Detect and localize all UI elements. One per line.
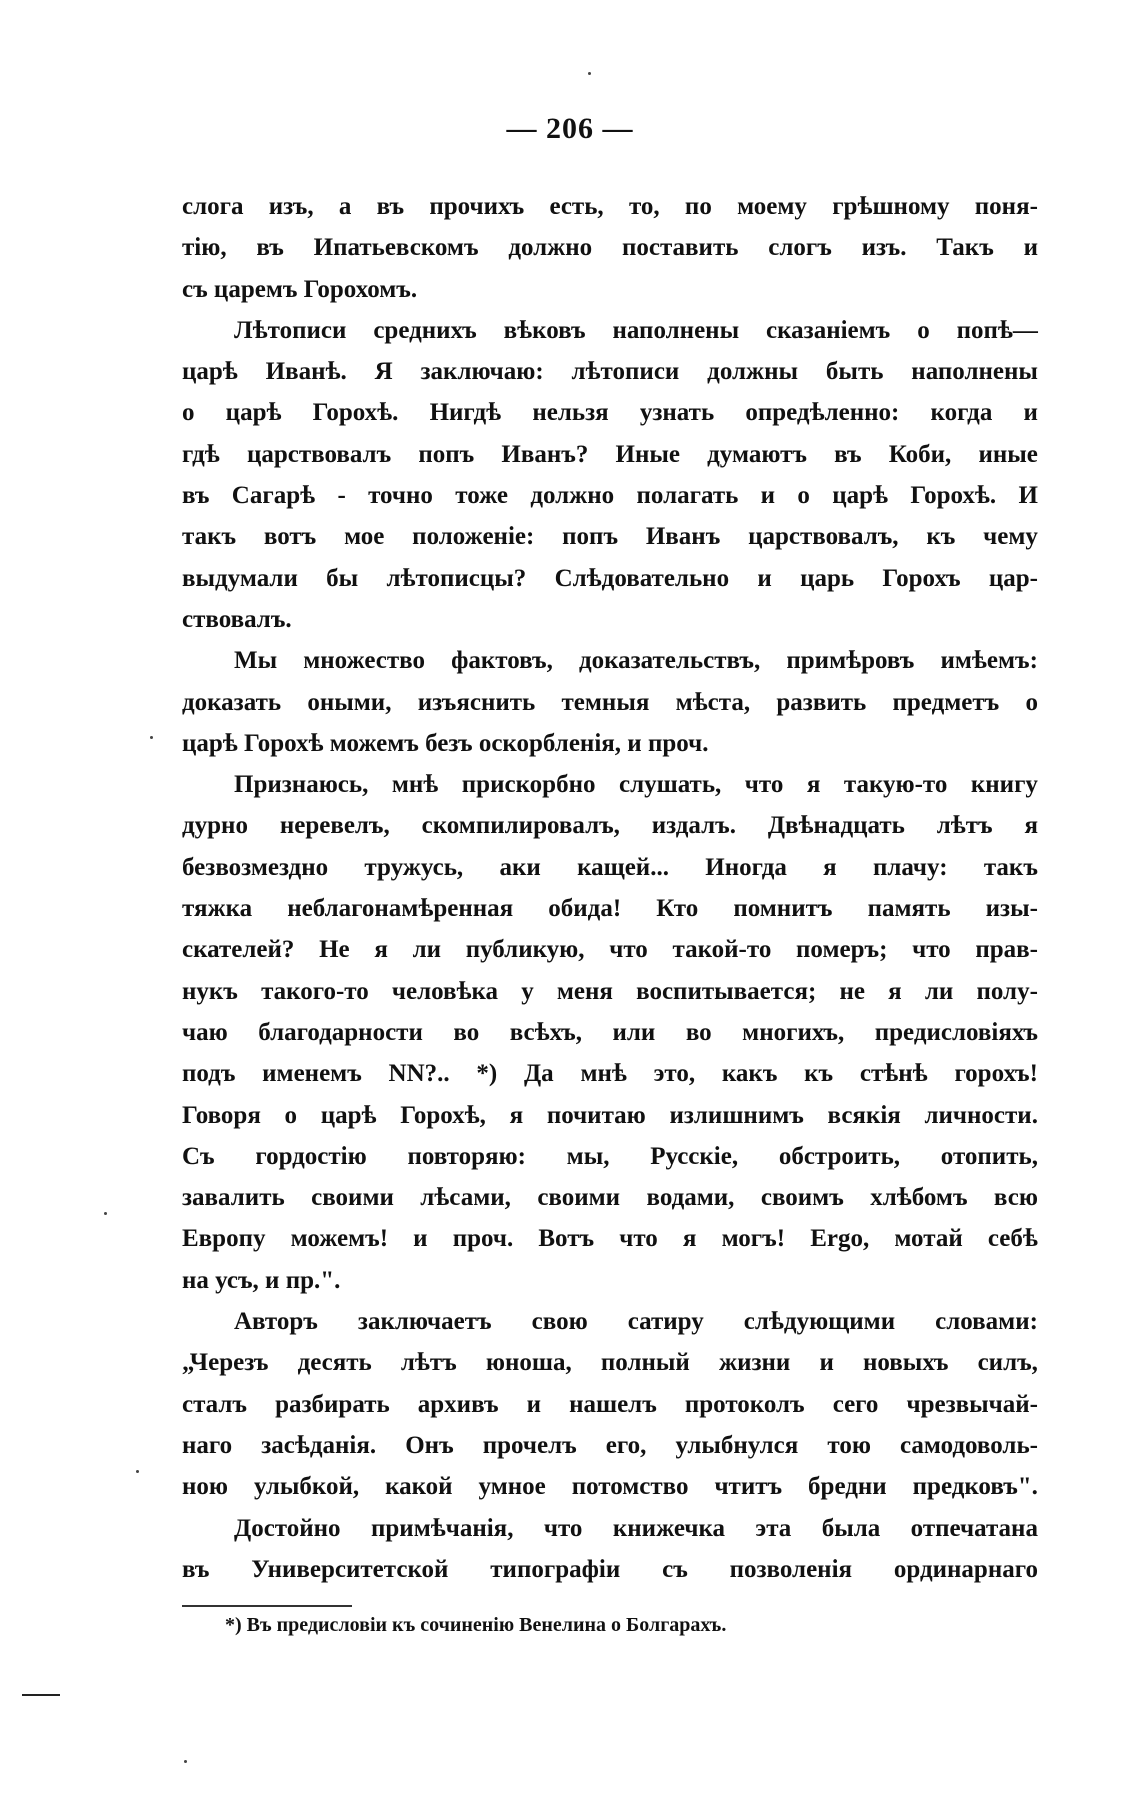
text-line: Мы множество фактовъ, доказательствъ, примѣровъ имѣемъ: (234, 647, 1038, 675)
speck-mark (184, 1760, 187, 1763)
footnote: *) Въ предисловіи къ сочиненію Венелина о Болгарахъ. (225, 1614, 727, 1636)
text-line: наго засѣданія. Онъ прочелъ его, улыбнулся тою самодоволь- (182, 1431, 1038, 1459)
speck-mark (588, 72, 591, 75)
footnote-rule (182, 1605, 352, 1607)
text-line: царѣ Иванѣ. Я заключаю: лѣтописи должны быть наполнены (182, 358, 1038, 386)
text-line: Признаюсь, мнѣ прискорбно слушать, что я такую-то книгу (234, 771, 1038, 799)
text-line: нукъ такого-то человѣка у меня воспитывается; не я ли полу- (182, 977, 1038, 1005)
text-line: завалить своими лѣсами, своими водами, своимъ хлѣбомъ всю (182, 1184, 1038, 1212)
text-line: въ Сагарѣ - точно тоже должно полагать и о царѣ Горохѣ. И (182, 482, 1038, 510)
text-line: доказать оными, изъяснить темныя мѣста, развить предметъ о (182, 688, 1038, 716)
page-number: — 206 — (506, 112, 634, 145)
text-line: выдумали бы лѣтописцы? Слѣдовательно и царь Горохъ цар- (182, 564, 1038, 592)
text-line: ною улыбкой, какой умное потомство чтитъ бредни предковъ". (182, 1473, 1038, 1501)
body-text (182, 186, 1038, 1590)
text-line: скателей? Не я ли публикую, что такой-то померъ; что прав- (182, 936, 1038, 964)
text-line: подъ именемъ NN?.. *) Да мнѣ это, какъ къ стѣнѣ горохъ! (182, 1060, 1038, 1088)
text-line: Достойно примѣчанія, что книжечка эта была отпечатана (234, 1514, 1038, 1542)
text-line: слога изъ, а въ прочихъ есть, то, по моему грѣшному поня- (182, 193, 1038, 220)
margin-mark (22, 1694, 60, 1696)
text-line: дурно неревелъ, скомпилировалъ, издалъ. Двѣнадцать лѣтъ я (182, 812, 1038, 840)
text-line: Говоря о царѣ Горохѣ, я почитаю излишнимъ всякія личности. (182, 1101, 1038, 1129)
text-line: такъ вотъ мое положеніе: попъ Иванъ царствовалъ, къ чему (182, 523, 1038, 551)
text-line: гдѣ царствовалъ попъ Иванъ? Иные думаютъ въ Коби, иные (182, 440, 1038, 468)
speck-mark (150, 736, 153, 739)
text-line: тію, въ Ипатьевскомъ должно поставить слогъ изъ. Такъ и (182, 234, 1038, 262)
text-line: безвозмездно тружусь, аки кащей... Иногда я плачу: такъ (182, 853, 1038, 881)
text-line: на усъ, и пр.". (182, 1266, 341, 1294)
text-line: „Черезъ десять лѣтъ юноша, полный жизни и новыхъ силъ, (182, 1349, 1038, 1377)
text-line: съ царемъ Горохомъ. (182, 275, 418, 303)
text-line: Европу можемъ! и проч. Вотъ что я могъ! Ergo, мотай себѣ (182, 1225, 1038, 1253)
text-line: въ Университетской типографіи съ позволенія ординарнаго (182, 1555, 1038, 1583)
text-line: Лѣтописи среднихъ вѣковъ наполнены сказаніемъ о попѣ— (234, 316, 1038, 344)
text-line: о царѣ Горохѣ. Нигдѣ нельзя узнать опредѣленно: когда и (182, 399, 1038, 427)
text-line: чаю благодарности во всѣхъ, или во многихъ, предисловіяхъ (182, 1018, 1038, 1046)
text-line: сталъ разбирать архивъ и нашелъ протоколъ сего чрезвычай- (182, 1390, 1038, 1418)
text-line: ствовалъ. (182, 605, 292, 633)
text-line: Авторъ заключаетъ свою сатиру слѣдующими словами: (234, 1308, 1038, 1336)
speck-mark (136, 1470, 139, 1473)
text-line: царѣ Горохѣ можемъ безъ оскорбленія, и проч. (182, 729, 709, 757)
text-line: тяжка неблагонамѣренная обида! Кто помнитъ память изы- (182, 895, 1038, 923)
speck-mark (104, 1212, 107, 1215)
text-line: Съ гордостію повторяю: мы, Русскіе, обстроить, отопить, (182, 1142, 1038, 1170)
